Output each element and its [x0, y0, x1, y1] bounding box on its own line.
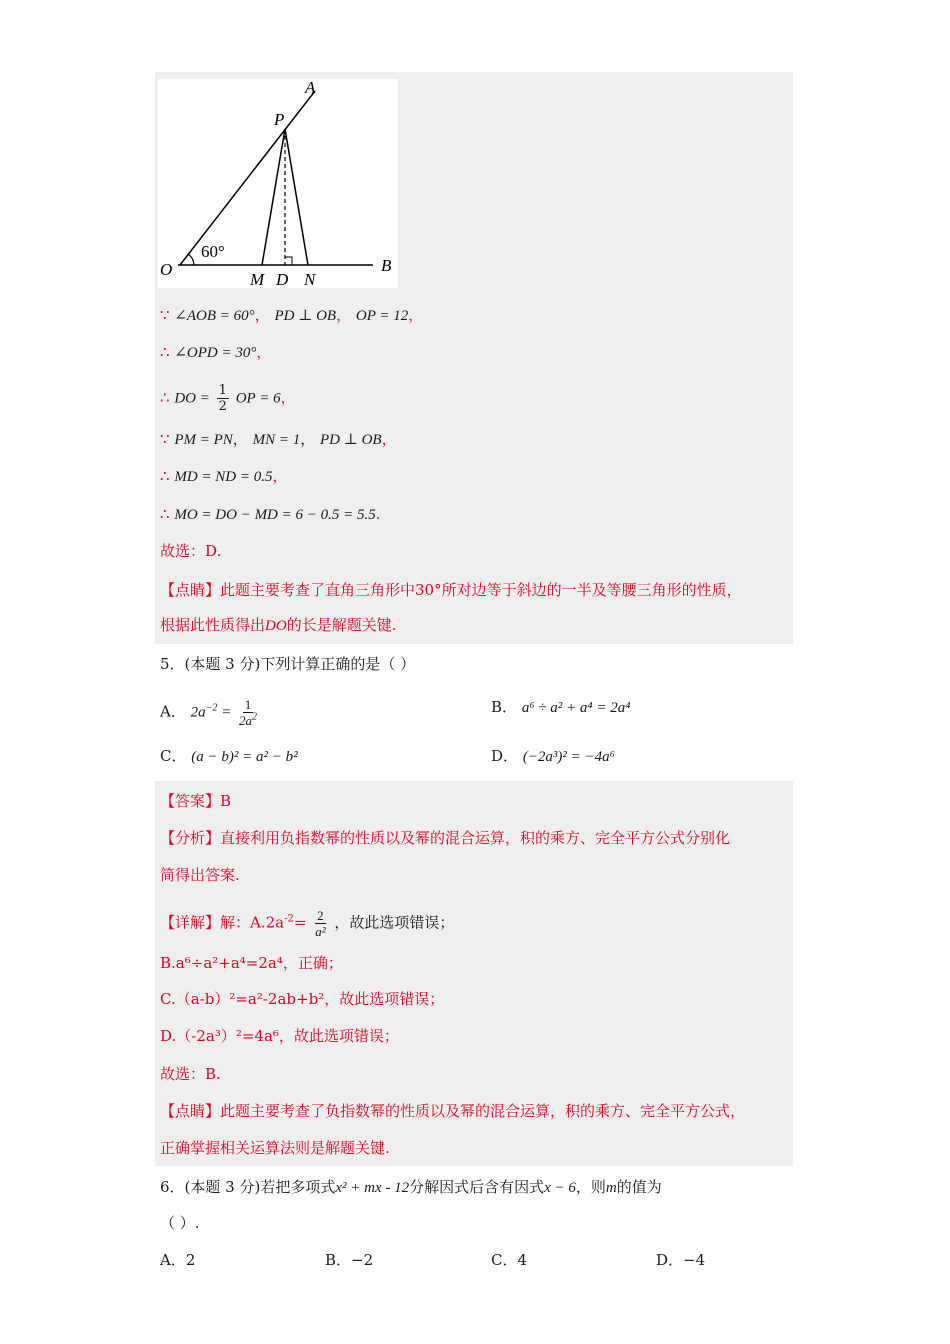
label-d: D: [276, 270, 289, 288]
question-6-option-d: D．−4: [656, 1251, 706, 1269]
solution-5-analysis-line-1: 【分析】直接利用负指数幂的性质以及幂的混合运算，积的乘方、完全平方公式分别化: [160, 829, 731, 847]
solution-line-2: ∴ ∠OPD = 30°，: [160, 343, 272, 361]
solution-5-detail-b: B.a⁶÷a²+a⁴=2a⁴，正确；: [160, 954, 343, 972]
question-5-option-c: C． (a − b)² = a² − b²: [160, 747, 298, 765]
solution-5-comment-line-2: 正确掌握相关运算法则是解题关键.: [160, 1139, 390, 1157]
geometry-figure: [158, 79, 398, 288]
label-a: A: [305, 79, 316, 97]
label-b: B: [381, 256, 392, 275]
label-m: M: [250, 270, 265, 288]
question-5-option-d: D． (−2a³)² = −4a⁶: [491, 747, 615, 765]
question-6-stem-line-2: （ ）.: [160, 1214, 200, 1232]
question-5-option-a: A． $2a^{-2}$ = $\frac{1}{2a^2}$: [160, 697, 257, 728]
solution-5-answer: 故选：B.: [160, 1065, 221, 1083]
fraction-one-half: $\frac{1}{2}$: [218, 383, 227, 414]
question-5-stem: 5．(本题 3 分)下列计算正确的是（ ）: [160, 655, 416, 673]
solution-line-4: ∵ PM = PN， MN = 1， PD ⊥ OB，: [160, 430, 397, 448]
option-a-fraction: $\frac{1}{2a^2}$: [239, 697, 257, 728]
solution-line-1: ∵ ∠AOB = 60°， PD ⊥ OB， OP = 12，: [160, 306, 424, 324]
label-o: O: [160, 260, 173, 279]
solution-line-5: ∴ MD = ND = 0.5，: [160, 467, 288, 485]
solution-4-answer: 故选：D.: [160, 542, 222, 560]
question-5-option-b: B． a⁶ ÷ a² + a⁴ = 2a⁴: [491, 698, 631, 716]
label-p: P: [274, 110, 285, 129]
label-angle: 60°: [201, 242, 225, 261]
solution-5-detail-a: 【详解】解：$A.2a^{-2}=$ $\frac{2}{\text{a²}}$ ，故此选项错误；: [160, 908, 455, 939]
question-6-stem: 6．(本题 3 分)若把多项式x² + mx - 12分解因式后含有因式x − 6，则m的值为: [160, 1178, 662, 1196]
solution-5-answer-tag: 【答案】B: [160, 792, 232, 810]
solution-line-3: ∴ DO = $\frac{1}{2}$ OP = 6，: [160, 383, 296, 414]
solution-4-comment-line-1: 【点睛】此题主要考查了直角三角形中30°所对边等于斜边的一半及等腰三角形的性质，: [160, 581, 742, 599]
label-n: N: [304, 270, 316, 288]
question-6-option-a: A．2: [160, 1251, 196, 1269]
solution-5-detail-c: C.（a-b）²=a²-2ab+b²，故此选项错误；: [160, 990, 445, 1008]
solution-line-6: ∴ MO = DO − MD = 6 − 0.5 = 5.5.: [160, 505, 381, 523]
solution-5-analysis-line-2: 简得出答案.: [160, 866, 240, 884]
solution-4-comment-line-2: 根据此性质得出DO的长是解题关键.: [160, 616, 397, 634]
question-6-option-b: B．−2: [325, 1251, 374, 1269]
solution-5-comment-line-1: 【点睛】此题主要考查了负指数幂的性质以及幂的混合运算，积的乘方、完全平方公式，: [160, 1102, 746, 1120]
solution-5-detail-d: D.（-2a³）²=4a⁶，故此选项错误；: [160, 1027, 399, 1045]
question-6-option-c: C．4: [491, 1251, 528, 1269]
detail-a-fraction: $\frac{2}{\text{a²}}$: [315, 908, 326, 939]
